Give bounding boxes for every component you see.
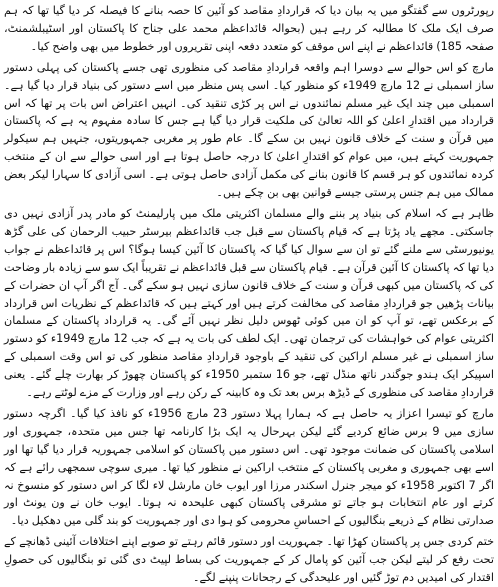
paragraph-4: مارچ کو تیسرا اعزاز یہ حاصل ہے کہ ہمارا پہلا دستور 23 مارچ 1956ء کو نافذ کیا گیا۔ اگرچہ دستور سازی میں 9 برس ضائع کردیے گئے لیکن بہرحال یہ ایک بڑا کارنامہ تھا جس میں متحدہ، جمہوری اور اسلامی پاکستان کی ضمانت موجود تھی۔ اس دستور میں پاکستان کو اسلامی جمہوریہ قرار دیا گیا تھا اور اسے بھی جمہوری و مغربی پاکستان کے منتخب اراکین نے منظور کیا تھا۔ میری سوچی سمجھی رائے ہے کہ اگر 7 اکتوبر 1958ء کو میجر جنرل اسکندر مرزا اور ایوب خان مارشل لاء لگا کر اس دستور کو منسوخ نہ کرتے اور عام انتخابات ہو جاتے تو مشرقی پاکستان کبھی علیحدہ نہ ہوتا۔ ایوب خان نے ون یونٹ اور صدارتی نظام کے ذریعے بنگالیوں کے احساسِ محرومی کو ہوا دی اور جمہوریت کو بند گلی میں دھکیل دیا۔ (4, 406, 495, 528)
paragraph-1: رپورٹروں سے گفتگو میں یہ بیان دیا کہ قراردادِ مقاصد کو آئین کا حصہ بنانے کا فیصلہ کر دیا گیا تھا کہ ہم صرف ایک ملک کا مطالبہ کر رہے ہیں (بحوالہ قائداعظم محمد علی جناح کا پاکستان اور اسٹیبلشمنٹ، صفحہ 185) قائداعظم نے اپنے اس موقف کو متعدد دفعہ اپنی تقریروں اور خطوط میں بھی واضح کیا۔ (4, 4, 494, 53)
paragraph-5: ختم کردی جس پر پاکستان کھڑا تھا۔ جمہوریت اور دستور قائم رہتے تو صوبے اپنے اختلافات آئینی ڈھانچے کے تحت رفع کر لیتے لیکن جب آئین کو پامال کر کے جمہوریت کی بساط لپیٹ دی گئی تو بنگالیوں کی حصولِ اقتدار کی امیدیں دم توڑ گئیں اور علیحدگی کے رجحانات پنپنے لگے۔ (4, 535, 494, 585)
paragraph-3: ظاہر ہے کہ اسلام کی بنیاد پر بننے والے مسلمان اکثریتی ملک میں پارلیمنٹ کو مادر پدر آزادی نہیں دی جاسکتی۔ مجھے یاد پڑتا ہے کہ قیام پاکستان سے قبل جب قائداعظم بیرسٹر حبیب الرحمان کی علی گڑھ یونیورسٹی سے ملنے گئے تو ان سے سوال کیا گیا کہ پاکستان کا آئین کیسا ہوگا؟ اس پر قائداعظم نے جواب دیا تھا کہ پاکستان کا آئین قرآن ہے۔ قیام پاکستان سے قبل قائداعظم نے تقریباً ایک سو سے زیادہ بار وضاحت کی کہ پاکستان میں کبھی قرآن و سنت کے خلاف قانون سازی نہیں ہو سکے گی۔ آج اگر آپ ان حضرات کے بیانات پڑھیں جو قراردادِ مقاصد کی مخالفت کرتے ہیں اور کہتے ہیں کہ قائداعظم کے نظریات اس قرارداد کے برعکس تھے، تو آپ کو ان میں کوئی ٹھوس دلیل نظر نہیں آئے گی۔ یہ قرارداد پاکستان کے مسلمان اکثریتی عوام کی خواہشات کی ترجمان تھی۔ ایک لطف کی بات یہ ہے کہ جب 12 مارچ 1949ء کو دستور ساز اسمبلی نے غیر مسلم اراکین کی تنقید کے باوجود قراردادِ مقاصد منظور کی تو اس وقت اسمبلی کے اسپیکر ایک ہندو جوگندر ناتھ منڈل تھے، جو 16 ستمبر 1950ء کو پاکستان چھوڑ کر بھارت چلے گئے۔ یعنی قراردادِ مقاصد کی منظوری کے ڈیڑھ برس بعد تک وہ کابینہ کے رکن رہے اور وزارت کے مزے لوٹتے رہے۔ (4, 206, 494, 400)
paragraph-2: مارچ کو اس حوالے سے دوسرا اہم واقعہ قراردادِ مقاصد کی منظوری تھی جسے پاکستان کی پہلی دستور ساز اسمبلی نے 12 مارچ 1949ء کو منظور کیا۔ اسی پس منظر میں اسے دستور کی بنیاد قرار دیا گیا ہے۔ اسمبلی میں چند ایک غیر مسلم نمائندوں نے اس پر کڑی تنقید کی۔ انہیں اعتراض اس بات پر تھا کہ اس قرارداد میں اقتدارِ اعلیٰ کو اللہ تعالیٰ کی ملکیت قرار دیا گیا ہے جس کا سادہ مفہوم یہ ہے کہ پاکستان میں قرآن و سنت کے خلاف قانون نہیں بن سکے گا۔ عام طور پر مغربی جمہوریتوں، جنہیں ہم سیکولر جمہوریت کہتے ہیں، میں عوام کو اقتدارِ اعلیٰ کا درجہ حاصل ہوتا ہے اور اسی حوالے سے ان کے منتخب کردہ نمائندوں کو ہر قسم کا قانون بنانے کی مکمل آزادی حاصل ہوتی ہے۔ اسی آزادی کا سہارا لیکر بعض ممالک میں ہم جنس پرستی جیسے قوانین بھی بن چکے ہیں۔ (4, 60, 494, 200)
